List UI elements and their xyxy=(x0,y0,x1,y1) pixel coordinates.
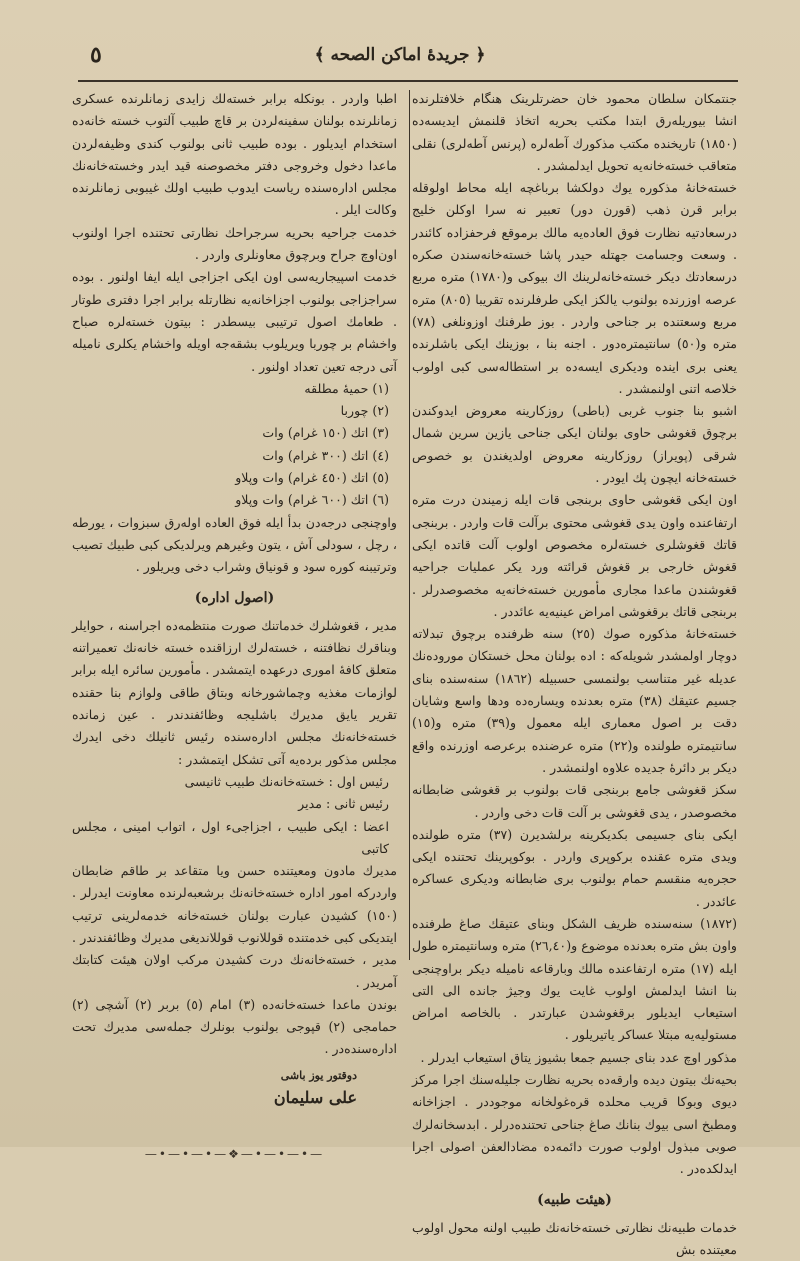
paragraph: واوچنجی درجه‌دن بدأ ایله فوق العاده اولەرق سبزوات ، یورطه ، رچل ، سودلی آش ، یتون وغیرهم ویرلدیکی کبی طبیك تصیب وترتیبنه کوره سود و قونیاق وشراب دخی ویریلور . xyxy=(72,514,397,575)
diet-list-item: (٤) اتك (٣٠٠ غرام) وات xyxy=(262,447,389,463)
paragraph: (١٨٧٢) سنه‌سنده ظریف الشکل وبنای عتیقك صاغ طرفنده واون بش متره بعدنده موضوع و(٢٦,٤٠) متره وسانتیمتره طول ایله (١٧) متره ارتفاعنده مالك وبارقاعه ناميله دیکر براوچنجی بنا انشا ایدلمش اولوب غایت یوك وجیژ جانده الی التی استیعاب ایدیلور برقغوشدن عبارتدر . بالخاصه امراض مستولیه‌یه مبتلا عساکر یاتیریلور . xyxy=(412,915,737,1043)
paragraph: اطبا واردر . بونکله برابر خسته‌لك زایدی زمانلرنده عسکری زمانلرنده بولنان سفینه‌لردن بر قاچ طبیب آلتوب خسته خانه‌ده استخدام ایدیلور . بوده طبیب ثانی بولنوب کندی وظیفه‌لردن ماعدا دخول وخروجی دفتر مخصوصنه قید ایدر وخسته‌خانه‌نك مجلس اداره‌سنده ریاست ایدوب طبیب اولك غیبوبی زمانلرنده وکالت ایلر . xyxy=(72,91,397,218)
paragraph: بوندن ماعدا خسته‌خانه‌ده (٣) امام (٥) بربر (٢) آشچی (٢) حمامجی (٢) قپوجی بولنوب بونلرك جمله‌سی مدیرك تحت اداره‌سنده‌در . xyxy=(72,996,398,1057)
paragraph: بحیه‌نك بیتون دیده وارقه‌ده بحریه نظارت جلیله‌سنك اجرا مرکز دیوی وبوکا قریب محلده قرەغولخانه موجوددر . اجزاخانه ومطبخ اسی بیوك بنانك صاغ جناحی تحتنده‌درلر . ابدسخانه‌لرك صوبی مبذول اولوب صورت دائمه‌ده مضادالعفن اصولی اجرا ایدلکده‌در . xyxy=(412,1072,737,1177)
section-title-administration: (اصول اداره) xyxy=(194,589,275,606)
paragraph: خسته‌خانهٔ مذکوره یوك دولکشا برباغچه ایله محاط اولوقله برابر قرن ذهب (قورن دور) تعبیر نه سرا اوکلن خلیج درسعادتیه نظارت فوق العاده‌یه مالك برموقع فرحفزاده کائندر . وسعت وجسامت جهتله حیدر پاشا خسته‌خانه‌سندن صکره درسعادتك دیکر خسته‌خانه‌لرینك اك بیوکی و(١٧٨٠) متره مربع عرصه اوزرنده بولنوب یالکز ایکی طرفلرنده تقریبا (٨٠٥) متره مربع وسعتنده بر جناحی واردر . بوز طرفنك اوزونلغی (٧٨) متره و(٥٠) سانتیمتره‌دور . اجنه بنا ، بوزینك ایکی باشلرنده یعنی بری اینده ودیکری ایسه‌ده بر استطالەسی کبی اولوب خلاصه اتنی اولنمشدر . xyxy=(412,180,738,396)
paragraph: مدیرك مادون ومعیتنده حسن ویا متقاعد بر طاقم ضابطان واردرکه امور اداره خسته‌خانه‌نك برشعبه‌لرنده معاونت ایدرلر . (١٥٠) کشیدن عبارت بولنان خسته‌خانه خدمه‌لرینی ترتیب ایتدیکی کبی خدمتنده قوللانوب قوللاندیغی مدیرك وظائفندندر . مدیر ، خسته‌خانه‌نك درت کشیدن مرکب اولان هیئت کتابتك آمریدر . xyxy=(72,863,397,990)
board-member-line: رئیس ثانی : مدیر xyxy=(298,796,389,812)
diet-list-item: (٣) اتك (١٥٠ غرام) وات xyxy=(262,425,389,441)
section-title-medical-staff: (هیئت طبیه) xyxy=(537,1191,612,1208)
diet-list-item: (١) حمیهٔ مطلقه xyxy=(304,380,389,396)
signature-name: علی سلیمان xyxy=(273,1088,357,1108)
diet-list-item: (٥) اتك (٤٥٠ غرام) وات وپلاو xyxy=(235,470,389,486)
paragraph: اشبو بنا جنوب غربی (باطی) روزکارینه معروض ایدوکندن برچوق قغوشی حاوی بولنان ایکی جناحی یازین سرین شمال شرقی (پویراز) روزکارینه معروض اولدیغندن بو خصوص خسته‌خانه ایچون پك ایودر . xyxy=(412,403,737,486)
header-rule xyxy=(78,80,738,82)
paragraph: خسته‌خانهٔ مذکوره صوك (٢٥) سنه ظرفنده برچوق تبدلاته دوچار اولمشدر شویله‌که : اده بولنان محل خستکان موروده‌نك عدیله غیر متناسب بولنمسی حسبیله (١٨٦٢) سنه‌سنده بنای جسیم عتیقك (٣٨) متره بعدنده ویساره‌ده ودها واسع وشایان دقت بر اصول معماری ایله معمول و(٣٩) متره و(١٥) سانتیمتره طولنده و(٢٢) متره عرضنده برعرصه اوزرنده واقع دیکر بر دائرهٔ جدیده علاوه اولنمشدر . xyxy=(412,626,738,775)
page-header xyxy=(70,42,730,76)
page-number: ٥ xyxy=(90,42,102,68)
board-member-line: رئیس اول : خسته‌خانه‌نك طبیب ثانیسی xyxy=(184,773,389,789)
journal-title: ﴿ جريدهٔ اماکن الصحه ﴾ xyxy=(314,45,486,65)
diet-list-item: (٦) اتك (٦٠٠ غرام) وات وپلاو xyxy=(235,492,389,508)
paragraph: خدمت جراحیه بحریه سرجراحك نظارتی تحتنده اجرا اولنوب اون‌اوچ جراح وبرچوق معاونلری واردر . xyxy=(72,224,397,263)
right-column xyxy=(412,88,737,1261)
board-member-line: اعضا : ایکی طبیب ، اجزاجیء اول ، اتواب امینی ، مجلس کاتبی xyxy=(72,818,389,856)
left-column xyxy=(72,88,397,1166)
paragraph: خدمت اسپیجاریه‌سی اون ایکی اجزاجی ایله ایفا اولنور . بوده سراجزاجی بولنوب اجزاخانه‌یه نظارتله برابر اجرا دفتری طوتار . طعامك اصول ترتیبی بیسطدر : بیتون خسته‌لره صباح واخشام بر چوربا ویریلوب بشقه‌جه اویله واخشام یکلری نامیله آتی درجه تعین تعداد اولنور . xyxy=(72,269,397,374)
ornamental-divider: —•—•—•—❖—•—•—•— xyxy=(144,1147,325,1162)
paragraph: سکز قغوشی جامع بربنجی قات بولنوب بر قغوشی ضابطانه مخصوصدر ، یدی قغوشی بر آلت قات دخی واردر . xyxy=(412,782,737,820)
paragraph: جنتمکان سلطان محمود خان حضرتلرینک هنگام خلافتلرنده انشا بیوریلەرق ابتدا مکتب بحریه اتخاذ قلنمش ایدیسەده (١٨٥٠) تاریخنده مکتب مذکورك آطەلره (پرنس آطه‌لری) نقلی متعاقب خسته‌خانه‌یه تحویل ایدلمشدر . xyxy=(412,91,737,173)
paragraph: خدمات طبیه‌نك نظارتی خسته‌خانه‌نك طبیب اولنه محول اولوب معیتنده بش xyxy=(412,1219,737,1258)
paragraph: مدیر ، قغوشلرك خدماتنك صورت منتظمه‌ده اجراسنه ، حوایلر وبناقرك نظافتنه ، خسته‌لرك ارزاقنده خسته خانه‌نك تعمیراتنه متعلق کافهٔ اموری درعهده ایتمشدر . مأمورین سائره ایله برابر لوازمات مغذیه وچماشورخانه وبتاق طاقی ولوازم بنا حقنده تقریر یایق مدیرك باشلیجه وظائفندندر . عین زمانده خسته‌خانه‌نك مجلس اداره‌سنده رئیس ثانیلك دخی ایدرك مجلس مذکور برده‌یه آتی تشکل ایتمشدر : xyxy=(72,617,397,767)
paragraph: ایکی بنای جسیمی بکدیکرینه برلشدیرن (٣٧) متره طولنده ویدی متره عقنده برکوپری واردر . بوکوپرینك تحتنده ایکی حجره‌یه منقسم حمام بولنوب بری ضابطانه ودیکری عساکره عائددر . xyxy=(412,826,738,909)
column-divider xyxy=(409,90,410,960)
paragraph: مذکور اوچ عدد بنای جسیم جمعا بشیوز یتاق استیعاب ایدرلر . xyxy=(420,1049,737,1065)
signature-block xyxy=(72,1065,397,1110)
diet-list-item: (٢) چوربا xyxy=(340,403,389,419)
paragraph: اون ایکی قغوشی حاوی بربنجی قات ایله زمیندن درت متره ارتفاعنده واون یدی قغوشی محتوی برآلت قات واردر . بربنجی قاتك قغوشلری خسته‌لره مخصوص اولوب آلت قاتده ایکی قغوش خارجی بر قغوش قرائته ورد یکر عملیات جراحیه قغوشندن ماعدا مجاری مأمورین خسته‌خانه‌یه مخصوصدرلر . بربنجی قاتك برقغوشی امراض عینیه‌یه عائددر . xyxy=(412,492,737,619)
signature-title: دوقتور یوز باشی xyxy=(280,1068,357,1082)
